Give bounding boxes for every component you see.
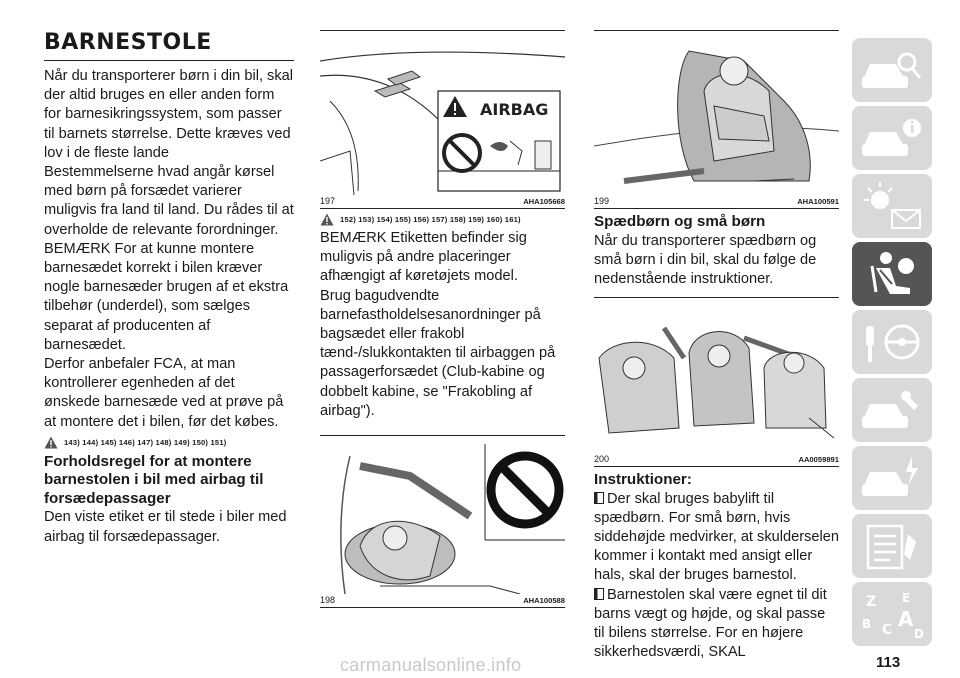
svg-text:C: C (882, 622, 893, 638)
key-steering-icon (852, 310, 932, 374)
column-middle (320, 30, 565, 608)
figure-197-caption (320, 195, 565, 209)
svg-text:Z: Z (866, 594, 877, 610)
figure-code: AA0059891 (798, 455, 839, 465)
tab-car-info[interactable] (852, 106, 932, 170)
figure-199-caption (594, 195, 839, 209)
warning-references (44, 436, 294, 449)
column-left (44, 30, 294, 547)
svg-text:A: A (898, 607, 914, 631)
paragraph-infants: Når du transporterer spædbørn og små børn i din bil, skal du følge de nedenstående instruktioner. (594, 232, 817, 287)
figure-200 (594, 297, 839, 453)
figure-198 (320, 435, 565, 594)
warning-references (320, 213, 565, 226)
section-heading-instructions: Instruktioner: (594, 471, 692, 489)
figure-197 (320, 30, 565, 195)
warning-triangle-icon (44, 436, 58, 449)
figure-code: AHA100591 (797, 197, 839, 206)
car-bolt-icon (852, 446, 932, 510)
reference-list: 152) 153) 154) 155) 156) 157) 158) 159) 160) 161) (340, 215, 521, 224)
figure-198-caption (320, 594, 565, 608)
instruction-item (594, 490, 839, 586)
warning-triangle-icon (320, 213, 334, 226)
figure-199 (594, 30, 839, 195)
dashboard-airbag-illustration (320, 31, 565, 195)
tab-car-search[interactable] (852, 38, 932, 102)
car-wrench-icon (852, 378, 932, 442)
light-envelope-icon (852, 174, 932, 238)
paragraph-rear-facing: Brug bagudvendte barnefastholdelsesanordninger på bagsædet eller frakobl tænd-/slukkontakten til airbaggen på passagerforsædet (Club-kabine og dobbelt kabine, se "Frakobling af airbag"). (320, 287, 556, 419)
book-bullet-icon (594, 588, 604, 600)
title-rule (44, 60, 294, 61)
figure-200-caption (594, 453, 839, 467)
svg-text:D: D (914, 627, 924, 641)
watermark: carmanualsonline.info (340, 655, 522, 675)
tab-technical-data[interactable] (852, 514, 932, 578)
instruction-text: Barnestolen skal være egnet til dit barns vægt og højde, og skal passe til bilens størrelse. For en højere sikkerhedsværdi, SKAL (594, 586, 827, 661)
alphabet-icon (852, 582, 932, 646)
figure-number: 199 (594, 196, 610, 206)
instruction-item (594, 586, 839, 663)
figure-code: AHA100588 (523, 596, 565, 606)
page-title: BARNESTOLE (44, 30, 212, 55)
tab-starting-driving[interactable] (852, 310, 932, 374)
paragraph-recommendation: Derfor anbefaler FCA, at man kontrollerer egenheden af det ønskede barnesæde ved at prøve på at montere det i bilen, før det købes. (44, 356, 284, 430)
tab-emergency[interactable] (852, 378, 932, 442)
column-right (594, 30, 839, 662)
rear-facing-seat-illustration (320, 436, 565, 594)
figure-number: 200 (594, 454, 610, 465)
airbag-label-text: AIRBAG (480, 100, 549, 119)
instruction-text: Der skal bruges babylift til spædbørn. For små børn, hvis siddehøjde medvirker, at skulderselen kommer i kontakt med ansigt eller hals, skal der bruges barnestol. (594, 490, 839, 584)
tab-maintenance[interactable] (852, 446, 932, 510)
tab-index[interactable] (852, 582, 932, 646)
book-bullet-icon (594, 492, 604, 504)
paragraph-label: Den viste etiket er til stede i biler med airbag til forsædepassager. (44, 509, 287, 545)
paragraph-note: BEMÆRK For at kunne montere barnesædet korrekt i bilen kræver nogle barnesæder brugen af et ekstra tilbehør (underdel), som sælges separat af producenten af barnesædet. (44, 240, 289, 353)
page-number: 113 (876, 654, 901, 671)
svg-text:B: B (862, 617, 872, 631)
figure-number: 198 (320, 595, 336, 606)
car-info-icon (852, 106, 932, 170)
figure-code: AHA105668 (523, 197, 565, 206)
tab-lights-messages[interactable] (852, 174, 932, 238)
child-seat-groups-illustration (594, 298, 839, 453)
car-search-icon (852, 38, 932, 102)
infant-seat-illustration (594, 31, 839, 195)
section-heading-infants: Spædbørn og små børn (594, 213, 766, 230)
paragraph-intro: Når du transporterer børn i din bil, skal der altid bruges en eller anden form for barnesikringssystem, som passer til barnets størrelse. Dette kræves ved lov i de fleste lande (44, 68, 294, 161)
seat-airbag-icon (852, 242, 932, 306)
figure-number: 197 (320, 196, 336, 206)
section-heading-airbag: Forholdsregel for at montere barnestolen i bil med airbag til forsædepassager (44, 452, 264, 507)
list-document-icon (852, 514, 932, 578)
paragraph-note: BEMÆRK Etiketten befinder sig muligvis på andre placeringer afhængigt af køretøjets model. (320, 230, 527, 285)
paragraph-regulations: Bestemmelserne hvad angår kørsel med børn på forsædet varierer muligvis fra land til land. Du rådes til at overholde de relevante forordninger. (44, 164, 294, 238)
tab-safety-active[interactable] (852, 242, 932, 306)
reference-list: 143) 144) 145) 146) 147) 148) 149) 150) 151) (64, 437, 227, 447)
svg-text:E: E (902, 591, 911, 605)
